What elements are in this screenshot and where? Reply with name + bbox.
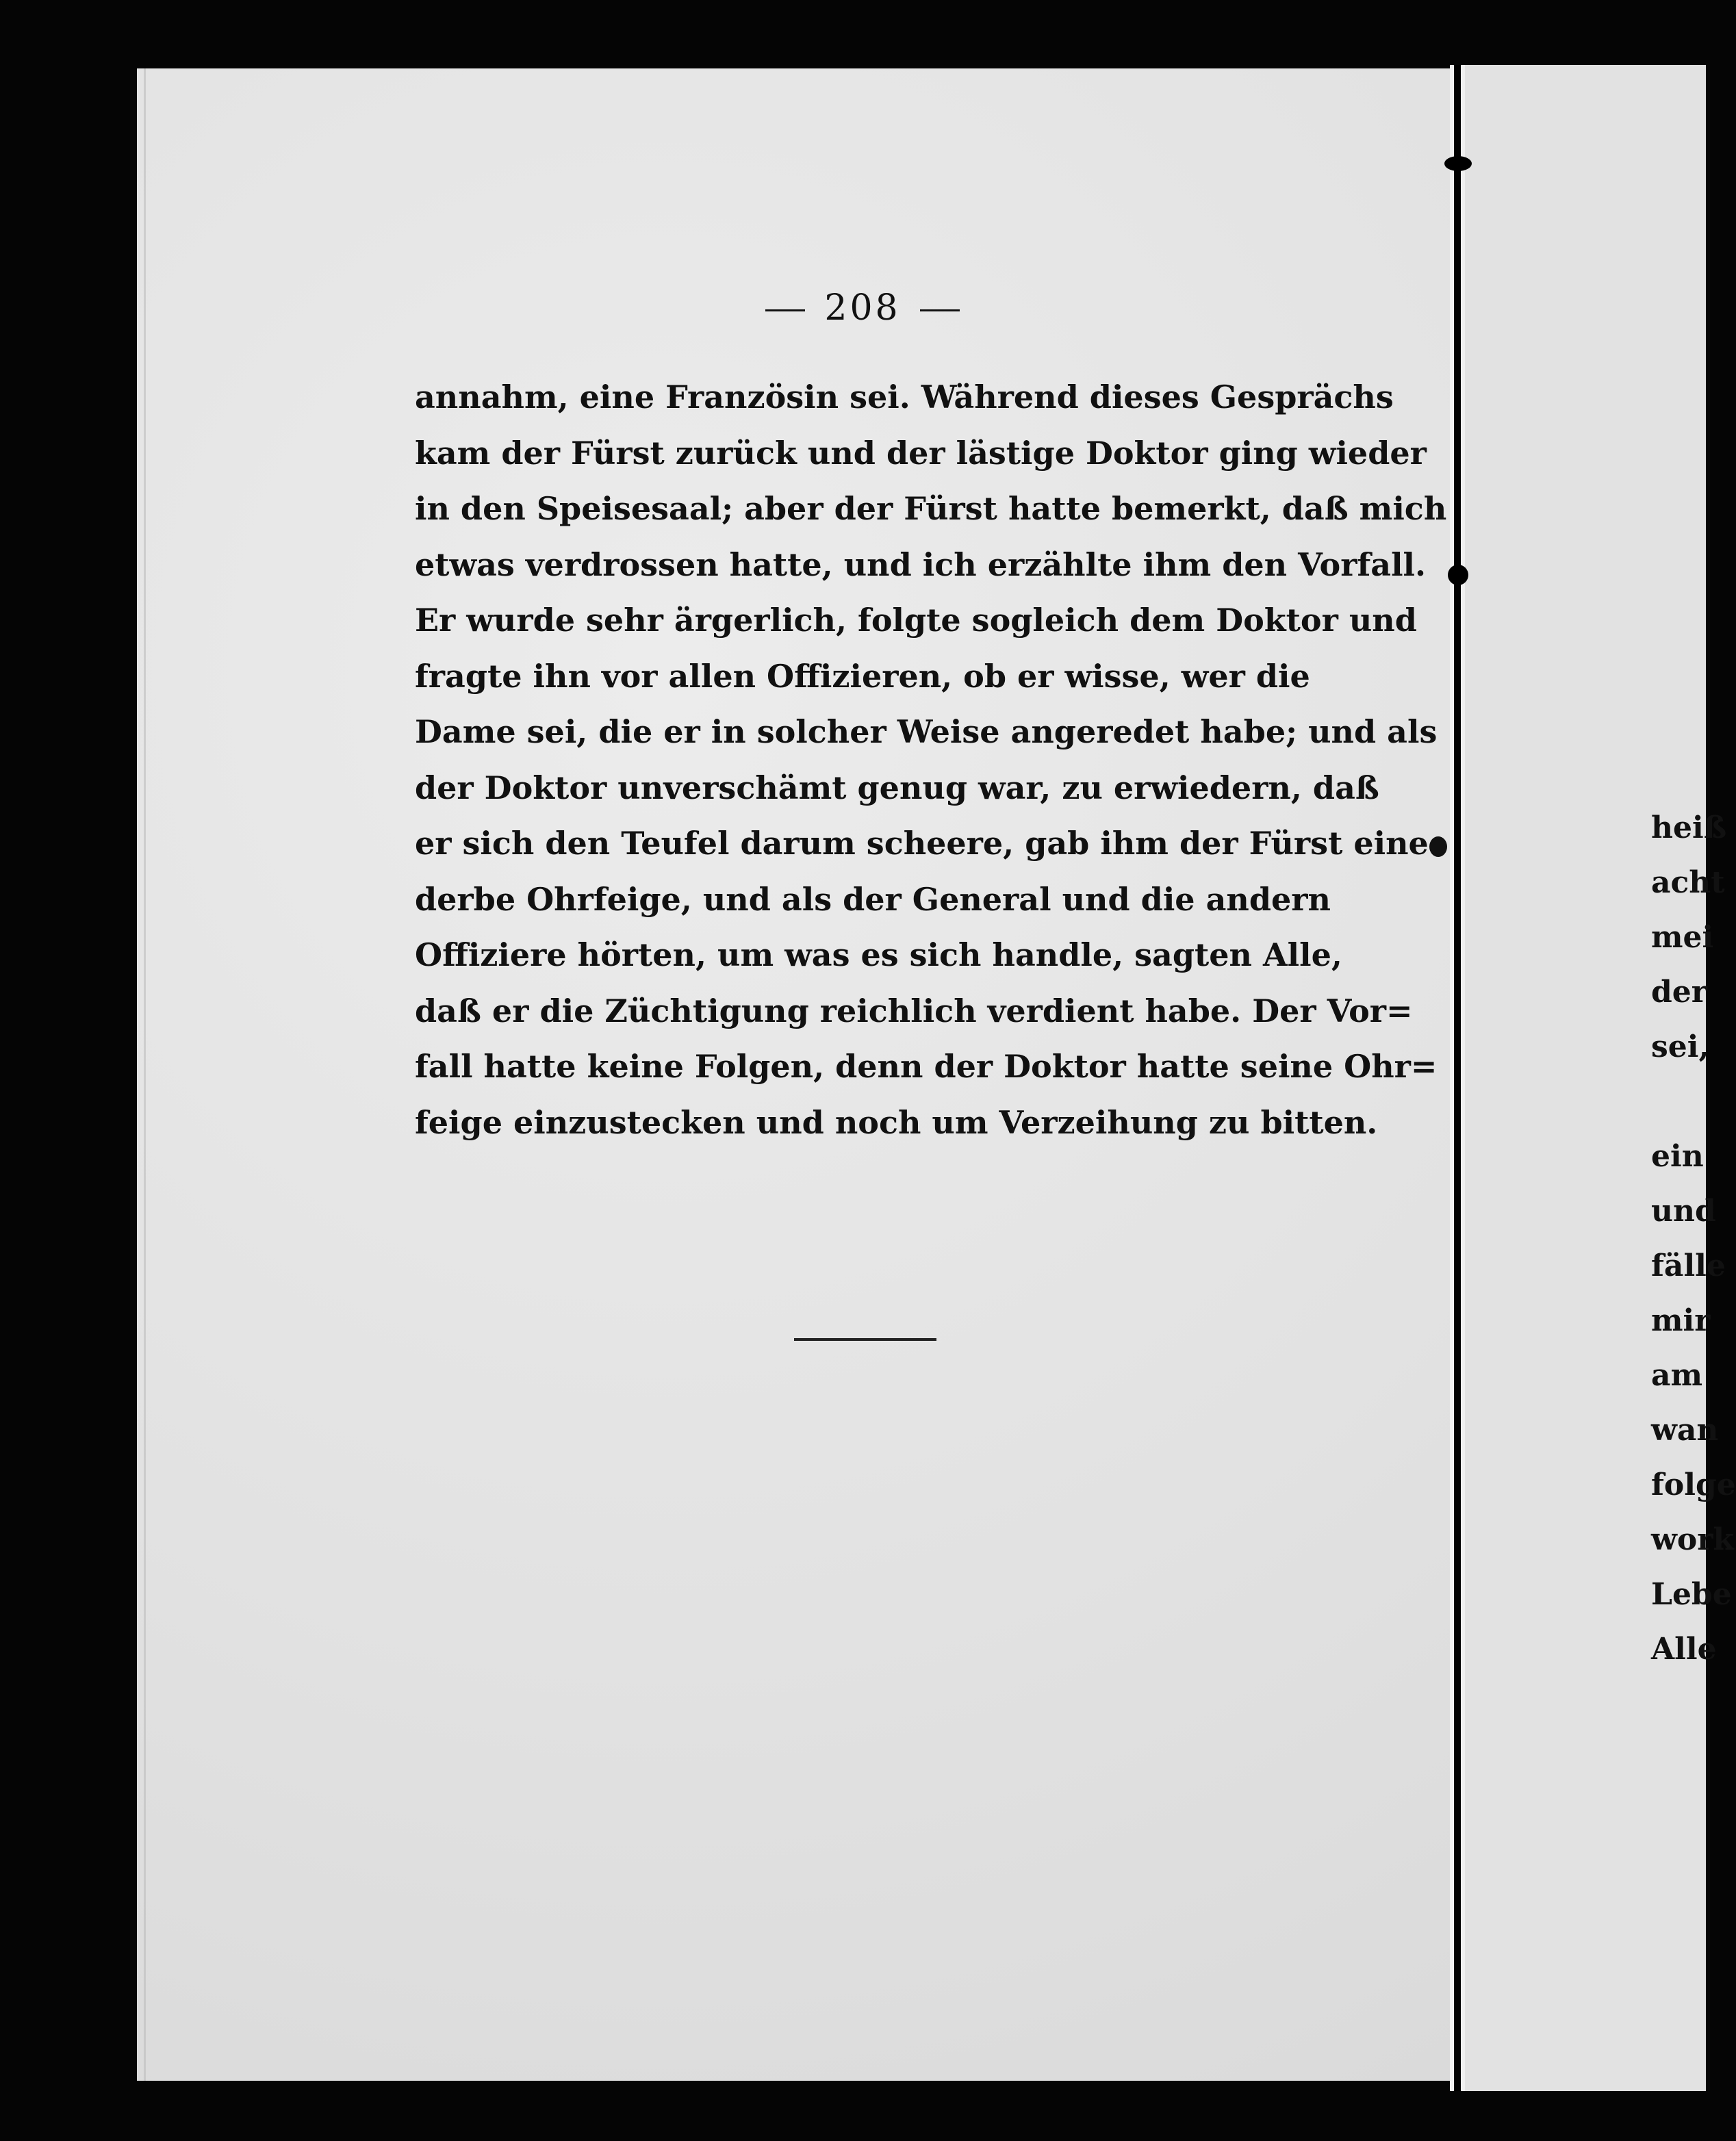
page-number-value: 208	[824, 287, 901, 329]
facing-fragment: acht	[1651, 865, 1725, 900]
page-number-dash-right	[920, 309, 960, 311]
facing-fragment: und	[1651, 1194, 1716, 1229]
body-paragraph	[415, 370, 1447, 1151]
text-line: er sich den Teufel darum scheere, gab ihm der Fürst eine	[415, 825, 1429, 862]
page-number	[726, 287, 999, 329]
text-line: annahm, eine Französin sei. Während dieses Gesprächs	[415, 379, 1394, 415]
paragraph-gap	[1651, 1075, 1736, 1129]
text-line: der Doktor unverschämt genug war, zu erwiedern, daß	[415, 769, 1379, 806]
text-line: Dame sei, die er in solcher Weise angeredet habe; und als	[415, 713, 1438, 750]
text-line: kam der Fürst zurück und der lästige Doktor ging wieder	[415, 434, 1427, 472]
text-line: Er wurde sehr ärgerlich, folgte sogleich dem Doktor und	[415, 602, 1417, 639]
facing-fragment: mir	[1651, 1303, 1711, 1338]
facing-fragment: folge	[1651, 1467, 1736, 1502]
text-line: fall hatte keine Folgen, denn der Doktor hatte seine Ohr=	[415, 1048, 1438, 1085]
facing-page-text	[1651, 801, 1736, 1677]
text-line: derbe Ohrfeige, und als der General und die andern	[415, 880, 1331, 918]
facing-fragment: ein	[1651, 1139, 1704, 1174]
spine-mark-middle	[1448, 565, 1468, 585]
facing-fragment: Alle	[1651, 1632, 1717, 1667]
chapter-end-rule	[794, 1338, 936, 1341]
page-number-dash-left	[765, 309, 805, 311]
text-line: feige einzustecken und noch um Verzeihung zu bitten.	[415, 1103, 1378, 1141]
spine-shadow-line	[1454, 65, 1461, 2091]
facing-fragment: heiß	[1651, 810, 1727, 845]
facing-fragment: sei,	[1651, 1029, 1709, 1064]
text-line: daß er die Züchtigung reichlich verdient habe. Der Vor=	[415, 992, 1413, 1029]
ink-speck	[1429, 836, 1447, 857]
facing-fragment: am	[1651, 1358, 1703, 1393]
facing-fragment: wan	[1651, 1413, 1719, 1448]
text-line: fragte ihn vor allen Offizieren, ob er wisse, wer die	[415, 657, 1310, 695]
page-edge	[144, 68, 166, 2081]
facing-fragment: der	[1651, 975, 1707, 1010]
facing-fragment: work	[1651, 1522, 1734, 1557]
facing-fragment: fälle	[1651, 1248, 1726, 1283]
text-line: in den Speisesaal; aber der Fürst hatte bemerkt, daß mich	[415, 490, 1447, 527]
text-line: Offiziere hörten, um was es sich handle, sagten Alle,	[415, 936, 1342, 973]
text-line: etwas verdrossen hatte, und ich erzählte ihm den Vorfall.	[415, 546, 1427, 583]
facing-fragment: Lebe	[1651, 1577, 1732, 1612]
spine-mark-top	[1444, 156, 1472, 171]
facing-fragment: mei	[1651, 920, 1714, 955]
